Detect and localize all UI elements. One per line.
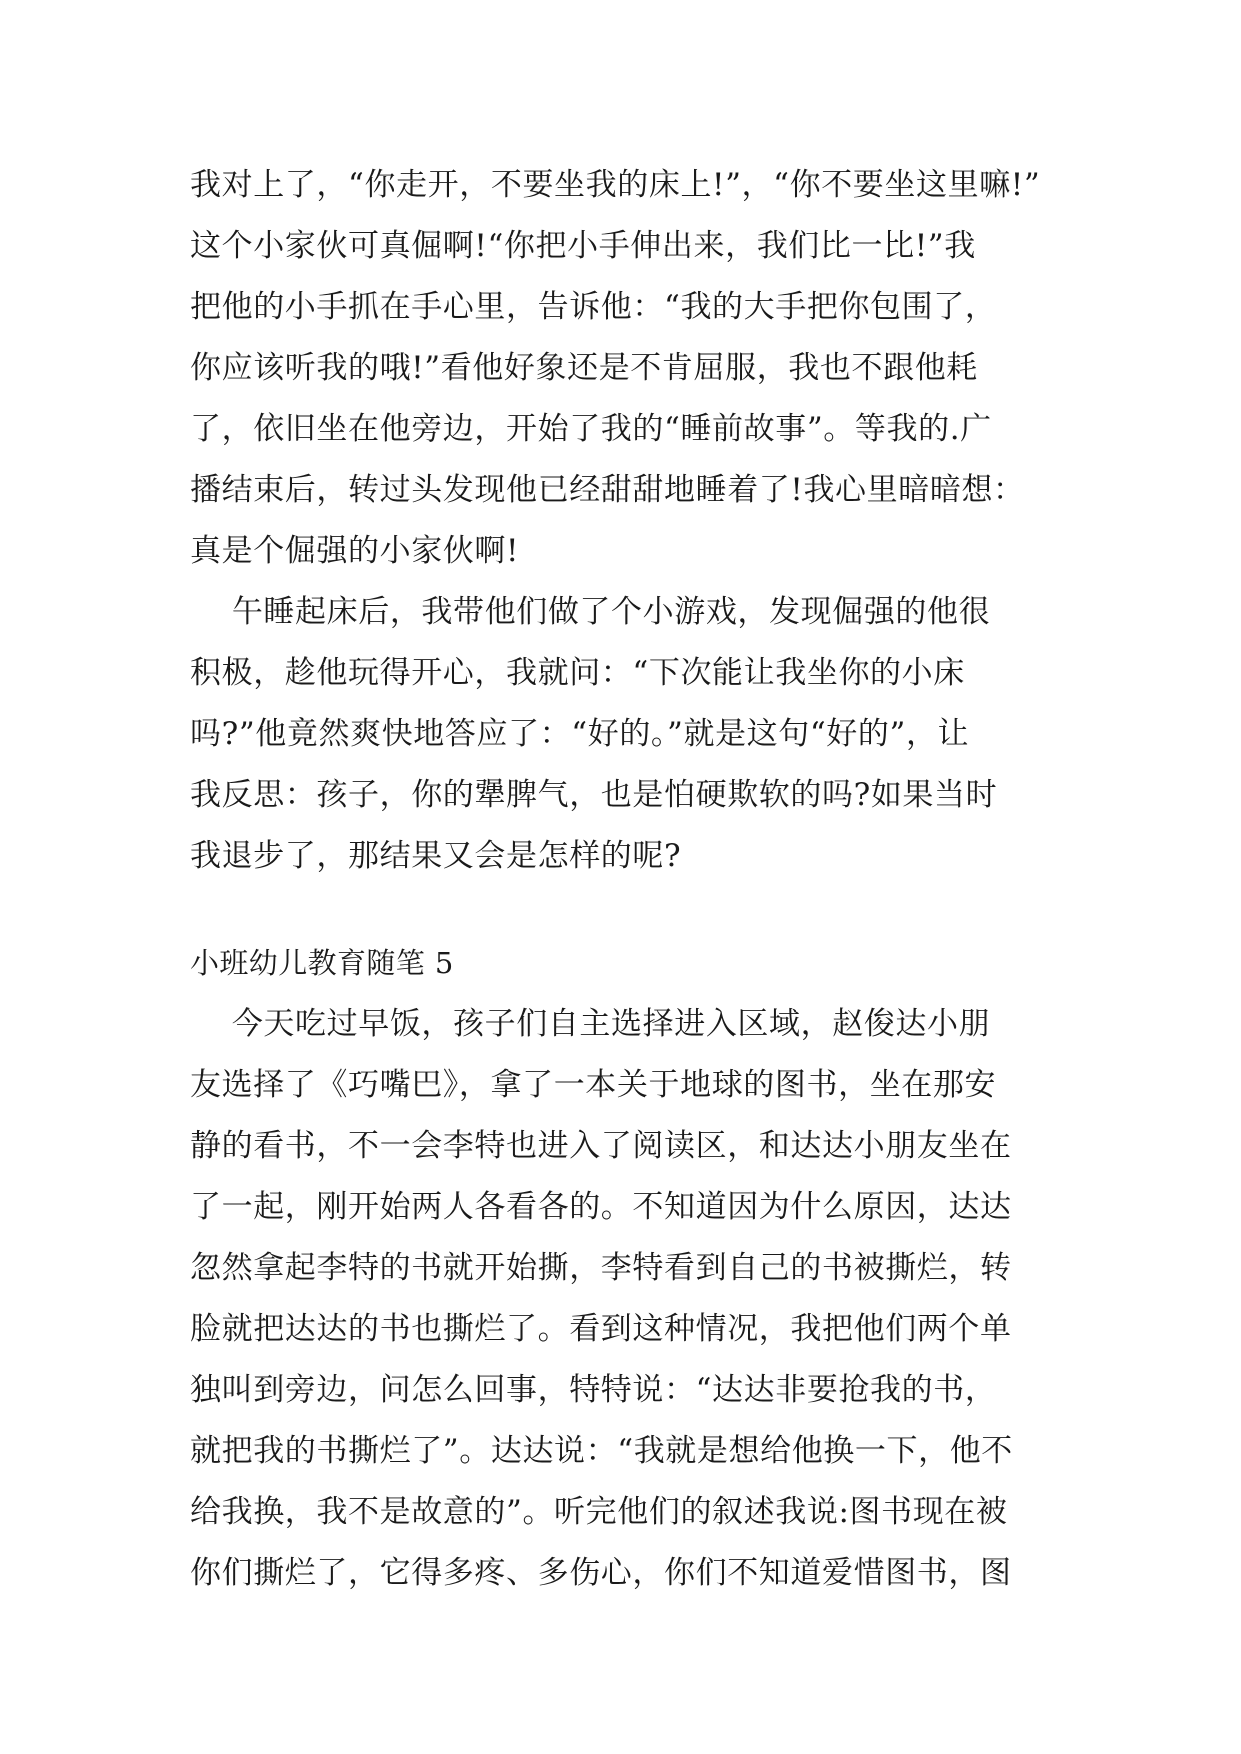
paragraph-line: 把他的小手抓在手心里，告诉他：“我的大手把你包围了，: [190, 289, 997, 325]
section-line: 脸就把达达的书也撕烂了。看到这种情况，我把他们两个单: [190, 1311, 1012, 1347]
paragraph-line: 你应该听我的哦!”看他好象还是不肯屈服，我也不跟他耗: [190, 350, 978, 386]
paragraph-line: 播结束后，转过头发现他已经甜甜地睡着了!我心里暗暗想：: [190, 472, 1025, 508]
section-line: 了一起，刚开始两人各看各的。不知道因为什么原因，达达: [190, 1189, 1012, 1225]
paragraph-line: 积极，趁他玩得开心，我就问：“下次能让我坐你的小床: [190, 655, 965, 691]
section-line: 今天吃过早饭，孩子们自主选择进入区域，赵俊达小朋: [190, 1006, 991, 1042]
paragraph-line: 真是个倔强的小家伙啊!: [190, 533, 520, 569]
section-line: 独叫到旁边，问怎么回事，特特说：“达达非要抢我的书，: [190, 1372, 997, 1408]
paragraph-line: 午睡起床后，我带他们做了个小游戏，发现倔强的他很: [190, 594, 991, 630]
section-line: 静的看书，不一会李特也进入了阅读区，和达达小朋友坐在: [190, 1128, 1012, 1164]
paragraph-line: 我退步了，那结果又会是怎样的呢?: [190, 838, 682, 874]
section-line: 忽然拿起李特的书就开始撕，李特看到自己的书被撕烂，转: [190, 1250, 1012, 1286]
section-line: 友选择了《巧嘴巴》，拿了一本关于地球的图书，坐在那安: [190, 1067, 997, 1103]
paragraph-line: 我对上了，“你走开，不要坐我的床上!”，“你不要坐这里嘛!”: [190, 167, 1041, 203]
paragraph-line: 吗?”他竟然爽快地答应了：“好的。”就是这句“好的”，让: [190, 716, 970, 752]
section-line: 你们撕烂了，它得多疼、多伤心，你们不知道爱惜图书，图: [190, 1555, 1012, 1591]
section-title: 小班幼儿教育随笔 5: [190, 946, 454, 980]
section-line: 给我换，我不是故意的”。听完他们的叙述我说:图书现在被: [190, 1494, 1008, 1530]
paragraph-line: 我反思：孩子，你的犟脾气，也是怕硬欺软的吗?如果当时: [190, 777, 998, 813]
paragraph-line: 这个小家伙可真倔啊!“你把小手伸出来，我们比一比!”我: [190, 228, 976, 264]
paragraph-line: 了，依旧坐在他旁边，开始了我的“睡前故事”。等我的.广: [190, 411, 992, 447]
section-line: 就把我的书撕烂了”。达达说：“我就是想给他换一下，他不: [190, 1433, 1013, 1469]
